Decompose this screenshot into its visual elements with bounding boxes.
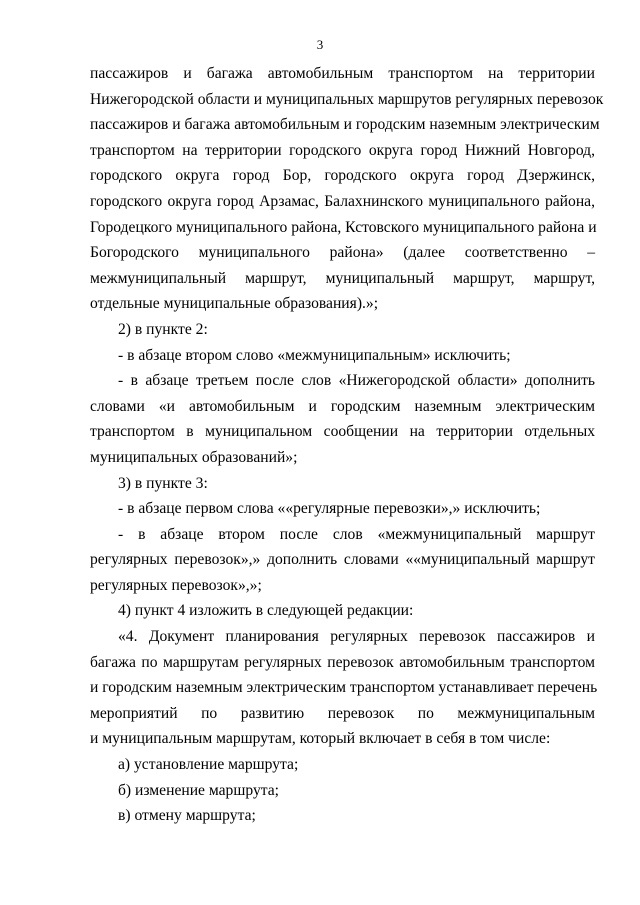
text-line: межмуниципальный маршрут, муниципальный маршрут, маршрут,	[90, 269, 595, 287]
paragraph	[90, 752, 595, 778]
paragraph	[90, 778, 595, 804]
paragraph	[90, 61, 604, 317]
text-line: регулярных перевозок»,»;	[90, 576, 262, 594]
paragraph	[90, 598, 595, 624]
text-line: Богородского муниципального района» (далее соответственно –	[90, 244, 595, 262]
text-line: городского округа город Бор, городского округа город Дзержинск,	[90, 167, 595, 185]
text-line: Нижегородской области и муниципальных маршрутов регулярных перевозок	[90, 90, 604, 108]
text-line: б) изменение маршрута;	[118, 781, 280, 799]
text-line: - в абзаце первом слова ««регулярные перевозки»,» исключить;	[118, 500, 541, 518]
text-line: 2) в пункте 2:	[118, 320, 208, 338]
text-line: и городским наземным электрическим транспортом устанавливает перечень	[90, 679, 598, 697]
paragraph	[90, 343, 595, 369]
paragraph	[90, 522, 595, 599]
text-line: словами «и автомобильным и городским наземным электрическим	[90, 397, 595, 415]
text-line: и муниципальным маршрутам, который включает в себя в том числе:	[90, 730, 551, 748]
text-line: - в абзаце втором слово «межмуниципальным» исключить;	[118, 346, 511, 364]
text-line: отдельные муниципальные образования).»;	[90, 295, 379, 313]
text-line: багажа по маршрутам регулярных перевозок автомобильным транспортом	[90, 653, 595, 671]
paragraph	[90, 317, 595, 343]
text-line: «4. Документ планирования регулярных перевозок пассажиров и	[118, 628, 595, 646]
paragraph	[90, 471, 595, 497]
text-line: городского округа город Арзамас, Балахнинского муниципального района,	[90, 192, 595, 210]
text-line: пассажиров и багажа автомобильным и городским наземным электрическим	[90, 116, 600, 134]
text-line: 4) пункт 4 изложить в следующей редакции:	[118, 602, 414, 620]
paragraph	[90, 368, 595, 470]
text-line: - в абзаце третьем после слов «Нижегородской области» дополнить	[118, 372, 595, 390]
text-line: транспортом в муниципальном сообщении на территории отдельных	[90, 423, 595, 441]
text-line: 3) в пункте 3:	[118, 474, 208, 492]
paragraph	[90, 624, 598, 752]
text-line: в) отмену маршрута;	[118, 807, 256, 825]
text-line: пассажиров и багажа автомобильным транспортом на территории	[90, 65, 595, 82]
document-body	[90, 61, 604, 829]
text-line: а) установление маршрута;	[118, 756, 299, 774]
text-line: - в абзаце втором после слов «межмуниципальный маршрут	[118, 525, 595, 543]
text-line: муниципальных образований»;	[90, 448, 298, 466]
text-line: регулярных перевозок»,» дополнить словами ««муниципальный маршрут	[90, 551, 595, 569]
page-number: 3	[316, 37, 324, 52]
paragraph	[90, 496, 595, 522]
text-line: транспортом на территории городского округа город Нижний Новгород,	[90, 141, 595, 159]
text-line: мероприятий по развитию перевозок по межмуниципальным	[90, 704, 595, 722]
paragraph	[90, 803, 595, 829]
text-line: Городецкого муниципального района, Кстовского муниципального района и	[90, 218, 597, 236]
